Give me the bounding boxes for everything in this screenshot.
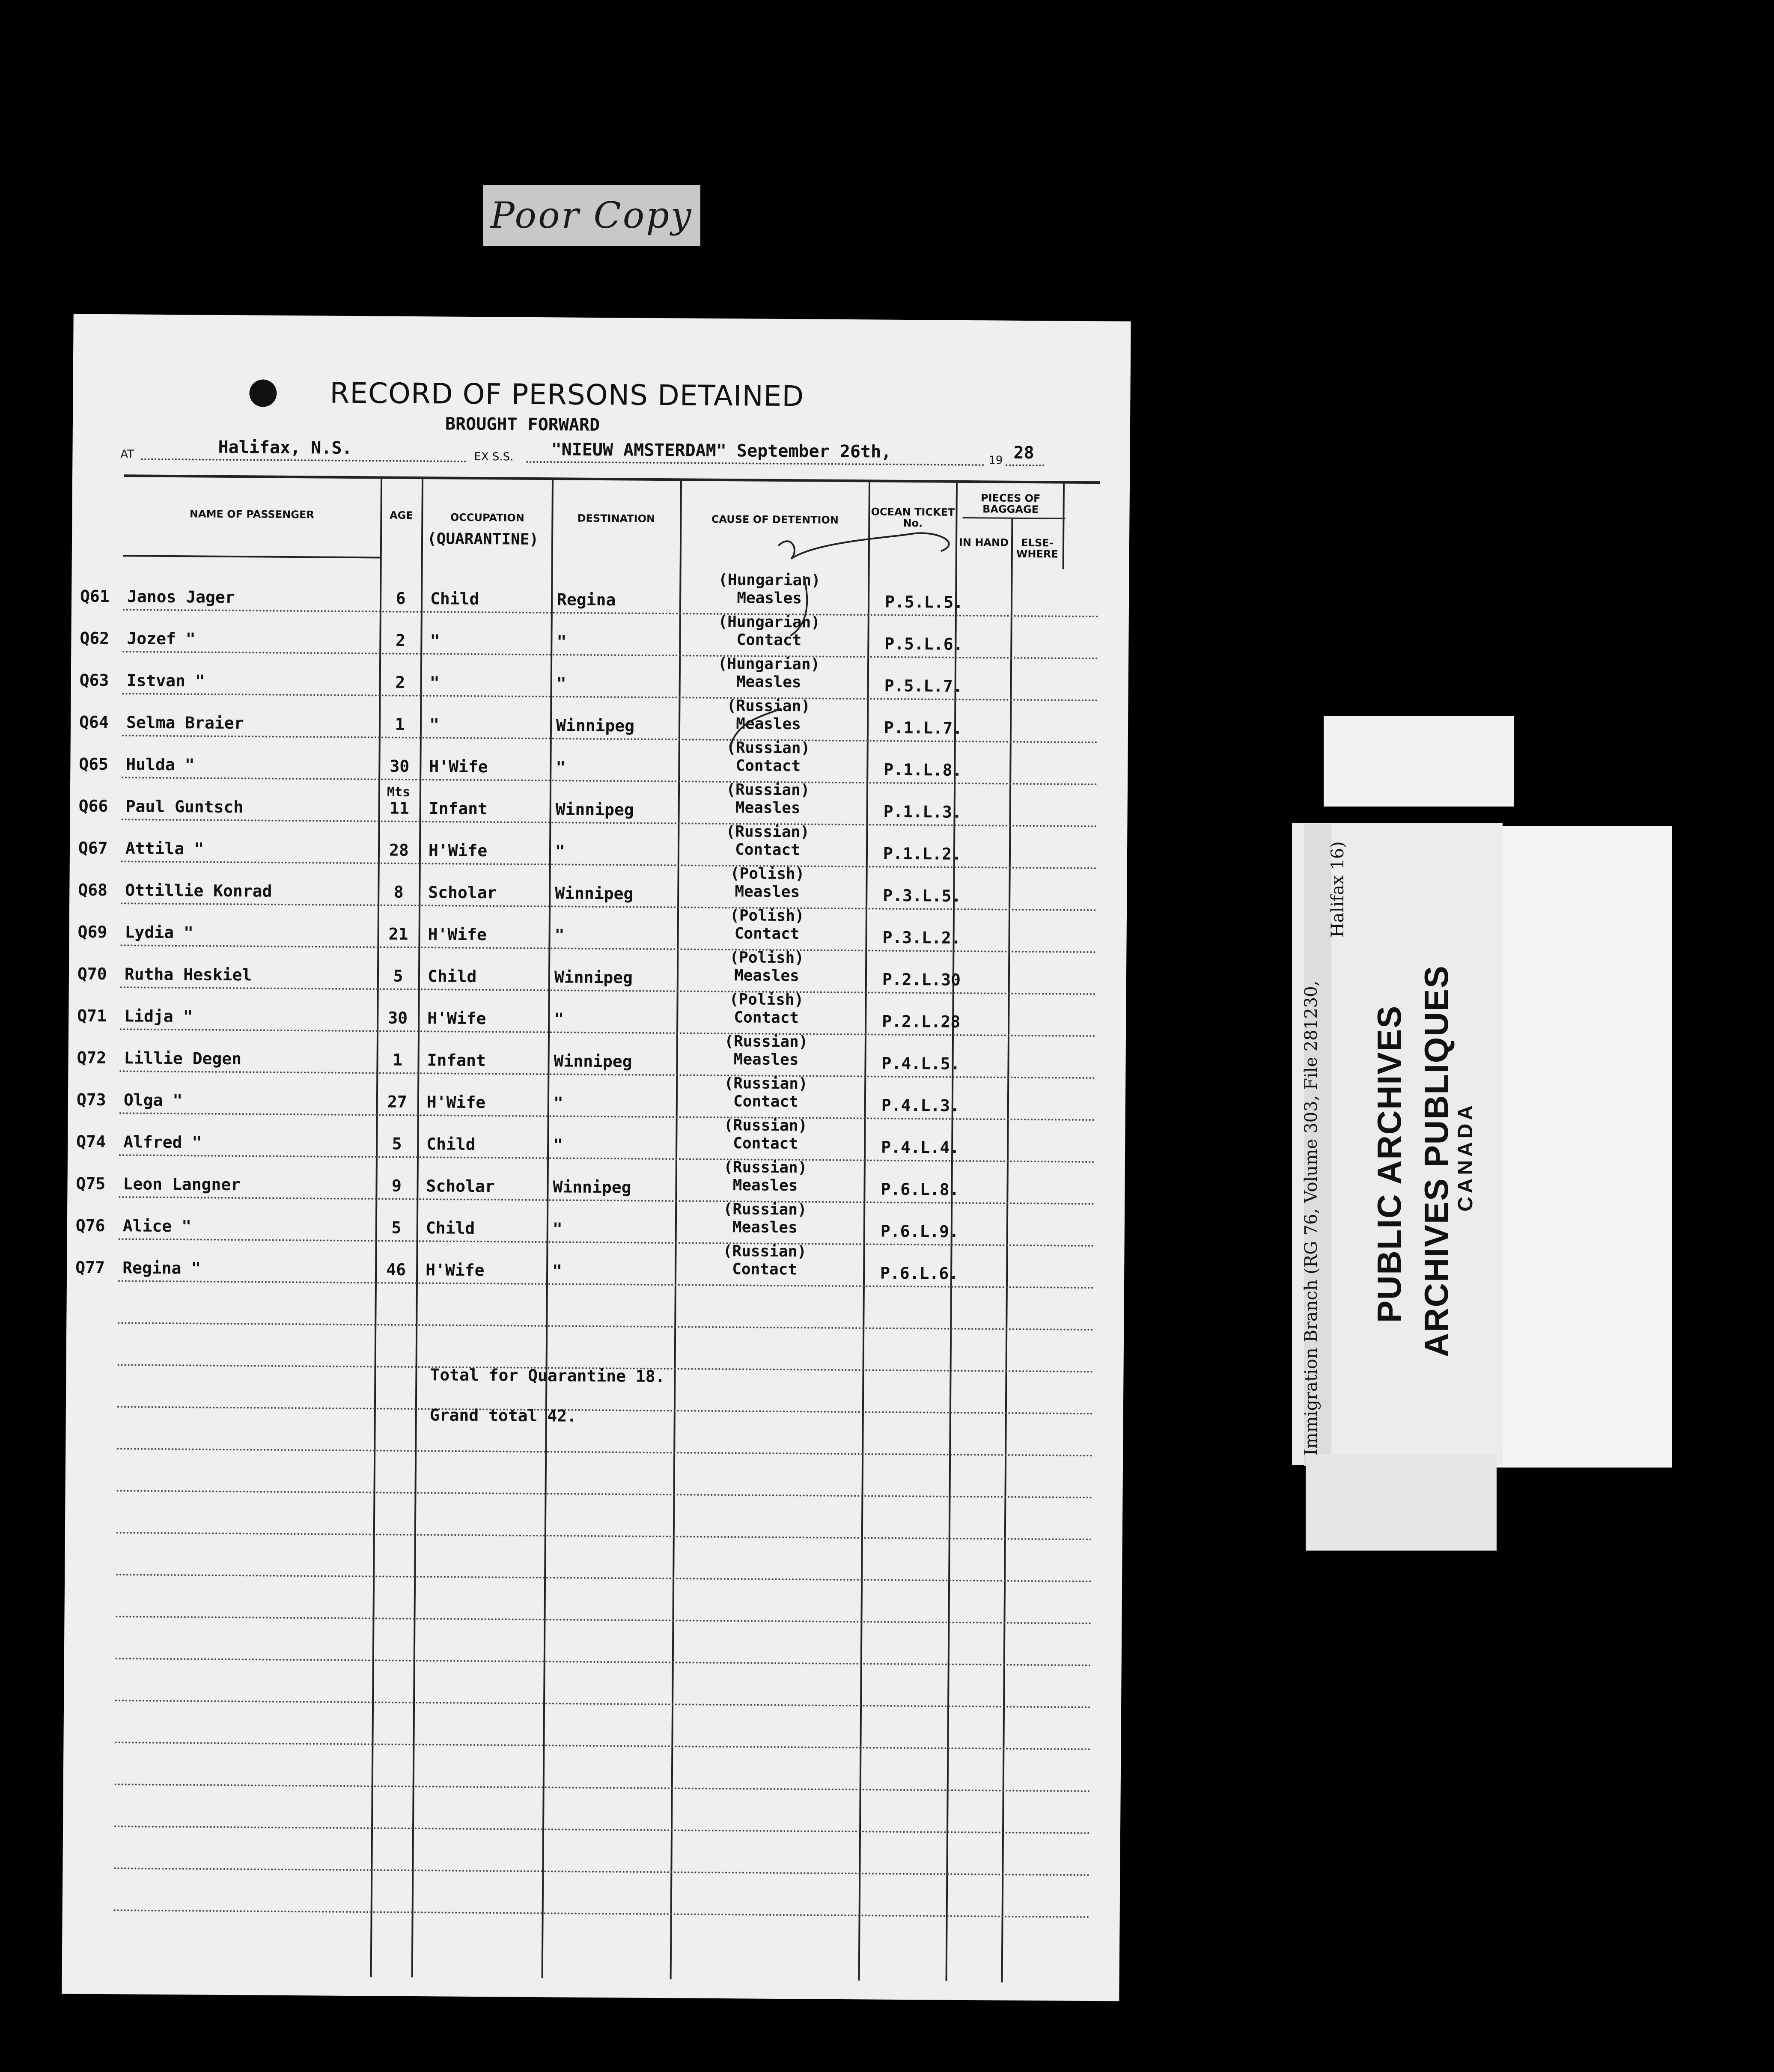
archives-publiques-text: ARCHIVES PUBLIQUES xyxy=(1417,965,1455,1357)
row-no: Q61 xyxy=(80,586,110,606)
row-occupation: Child xyxy=(426,1134,476,1154)
row-age: 5 xyxy=(393,966,403,985)
row-occupation: " xyxy=(429,673,440,692)
row-baggage: P.4.L.4. xyxy=(881,1137,960,1157)
row-occupation: H'Wife xyxy=(427,1009,486,1028)
row-age: 27 xyxy=(387,1092,407,1111)
row-no: Q70 xyxy=(77,964,107,984)
row-name: Rutha Heskiel xyxy=(124,965,252,985)
row-cause: Measles xyxy=(736,673,801,691)
row-name: Janos Jager xyxy=(127,587,235,607)
row-nationality: (Russian) xyxy=(724,1075,808,1093)
row-nationality: (Russian) xyxy=(726,781,810,799)
row-nationality: (Hungarian) xyxy=(717,655,820,673)
row-age: 11 xyxy=(389,798,409,818)
row-destination: " xyxy=(553,1093,563,1113)
at-dotline xyxy=(141,458,466,462)
row-guide xyxy=(117,1448,1093,1456)
row-baggage: P.6.L.6. xyxy=(880,1263,959,1283)
row-age: 5 xyxy=(392,1134,402,1153)
row-guide xyxy=(115,1783,1091,1792)
row-no: Q76 xyxy=(75,1216,105,1235)
row-nationality: (Hungarian) xyxy=(718,571,821,589)
canada-text: CANADA xyxy=(1454,1102,1477,1212)
row-name: Paul Guntsch xyxy=(125,797,244,817)
baggage-split-rule xyxy=(962,517,1065,519)
total-quarantine: Total for Quarantine 18. xyxy=(430,1365,665,1386)
header-cause: CAUSE OF DETENTION xyxy=(711,513,839,526)
row-cause: Contact xyxy=(733,1093,798,1111)
row-age: 46 xyxy=(386,1260,406,1279)
row-nationality: (Polish) xyxy=(729,949,804,967)
row-name: Selma Braier xyxy=(126,713,244,733)
year-dotline xyxy=(1006,464,1044,467)
row-destination: Winnipeg xyxy=(554,1051,632,1071)
header-elsewhere: ELSE-WHERE xyxy=(1016,536,1058,560)
row-name: Attila " xyxy=(125,839,204,858)
row-occupation: Scholar xyxy=(426,1176,495,1196)
row-guide xyxy=(114,1867,1090,1876)
row-age: 9 xyxy=(391,1176,402,1195)
row-nationality: (Hungarian) xyxy=(718,613,821,631)
row-cause: Contact xyxy=(735,757,801,775)
row-destination: " xyxy=(554,926,565,945)
row-cause: Measles xyxy=(735,883,800,901)
row-nationality: (Polish) xyxy=(730,907,804,925)
row-baggage: P.5.L.5. xyxy=(884,592,964,612)
row-age-note: Mts xyxy=(387,784,411,800)
row-nationality: (Russian) xyxy=(723,1242,807,1261)
row-destination: Regina xyxy=(557,590,616,610)
row-no: Q62 xyxy=(80,628,110,648)
row-baggage: P.6.L.8. xyxy=(881,1179,959,1199)
pen-scribble xyxy=(661,524,997,765)
header-age: AGE xyxy=(390,509,413,521)
row-occupation: H'Wife xyxy=(426,1260,485,1280)
row-occupation: " xyxy=(430,631,440,650)
row-guide xyxy=(115,1742,1091,1750)
row-baggage: P.1.L.3. xyxy=(883,802,962,822)
at-value: Halifax, N.S. xyxy=(218,437,352,458)
col-rule xyxy=(1001,518,1013,1983)
public-archives-text: PUBLIC ARCHIVES xyxy=(1370,1005,1408,1323)
row-guide xyxy=(117,1406,1093,1414)
row-baggage: P.5.L.7. xyxy=(884,676,963,696)
header-occupation: OCCUPATION xyxy=(450,511,525,524)
row-guide xyxy=(118,1322,1094,1331)
header-name: NAME OF PASSENGER xyxy=(189,508,315,521)
archive-label-right xyxy=(1491,826,1672,1468)
row-baggage: P.2.L.30 xyxy=(882,970,961,989)
row-baggage: P.4.L.5. xyxy=(881,1054,960,1073)
detention-record-sheet xyxy=(62,314,1131,2001)
row-destination: " xyxy=(555,842,566,861)
header-destination: DESTINATION xyxy=(577,512,655,525)
archive-branch-text: Immigration Branch (RG 76, Volume 303, File 281230, xyxy=(1301,980,1321,1456)
header-bottom-rule xyxy=(123,555,380,558)
row-cause: Contact xyxy=(732,1260,798,1279)
row-no: Q71 xyxy=(77,1006,107,1026)
header-in-hand: IN HAND xyxy=(958,536,1009,549)
row-nationality: (Russian) xyxy=(723,1158,807,1177)
row-no: Q68 xyxy=(78,880,108,900)
row-occupation: H'Wife xyxy=(429,757,488,777)
row-nationality: (Russian) xyxy=(723,1200,807,1219)
row-baggage: P.3.L.2. xyxy=(882,928,961,947)
stamp-text: Poor Copy xyxy=(490,194,693,236)
row-occupation: Child xyxy=(427,967,477,986)
ship-value: "NIEUW AMSTERDAM" September 26th, xyxy=(551,440,892,462)
row-no: Q63 xyxy=(79,670,109,690)
row-age: 5 xyxy=(391,1218,402,1237)
bullet-dot xyxy=(249,379,277,407)
row-name: Lydia " xyxy=(125,923,193,942)
row-name: Olga " xyxy=(123,1090,183,1110)
header-ticket: OCEAN TICKET No. xyxy=(871,506,955,530)
row-occupation: " xyxy=(429,715,440,734)
row-no: Q66 xyxy=(78,796,108,816)
row-guide xyxy=(117,1490,1093,1498)
row-name: Ottillie Konrad xyxy=(125,881,272,901)
row-cause: Measles xyxy=(737,589,802,607)
row-no: Q72 xyxy=(77,1048,107,1068)
row-baggage: P.1.L.8. xyxy=(884,760,962,780)
form-title: RECORD OF PERSONS DETAINED xyxy=(330,376,804,413)
row-occupation: Infant xyxy=(429,799,488,819)
row-destination: " xyxy=(552,1261,563,1280)
row-age: 1 xyxy=(392,1050,403,1069)
at-label: AT xyxy=(120,448,134,461)
row-baggage: P.6.L.9. xyxy=(880,1221,959,1241)
row-nationality: (Russian) xyxy=(724,1033,808,1051)
row-no: Q77 xyxy=(75,1258,105,1277)
row-destination: " xyxy=(556,758,566,777)
row-nationality: (Russian) xyxy=(726,823,810,841)
row-no: Q75 xyxy=(76,1174,106,1193)
row-name: Istvan " xyxy=(126,671,205,691)
row-age: 30 xyxy=(388,1008,408,1027)
row-guide xyxy=(116,1532,1092,1540)
row-age: 21 xyxy=(388,924,408,944)
row-destination: Winnipeg xyxy=(555,884,634,903)
grand-total: Grand total 42. xyxy=(429,1405,577,1426)
row-name: Jozef " xyxy=(127,629,196,649)
row-baggage: P.1.L.7. xyxy=(884,718,963,738)
row-occupation: Child xyxy=(426,1218,475,1238)
row-guide xyxy=(114,1825,1090,1834)
row-nationality: (Russian) xyxy=(723,1116,808,1135)
row-name: Alfred " xyxy=(123,1132,202,1152)
row-destination: " xyxy=(554,1009,564,1029)
row-age: 28 xyxy=(389,840,409,860)
archive-file-text: Halifax 16) xyxy=(1328,841,1348,938)
row-destination: " xyxy=(553,1135,563,1155)
row-destination: " xyxy=(552,1219,563,1238)
row-no: Q65 xyxy=(79,754,109,774)
row-age: 8 xyxy=(393,882,404,902)
row-guide xyxy=(114,1909,1090,1918)
row-occupation: Child xyxy=(430,589,479,609)
row-no: Q73 xyxy=(76,1090,106,1109)
row-cause: Contact xyxy=(734,925,800,943)
row-baggage: P.4.L.3. xyxy=(881,1096,960,1115)
row-occupation: Infant xyxy=(427,1051,486,1070)
year-label: 19 xyxy=(988,454,1003,467)
quarantine-note: (QUARANTINE) xyxy=(427,530,539,549)
col-rule xyxy=(542,480,554,1978)
row-nationality: (Polish) xyxy=(730,865,805,883)
row-guide xyxy=(115,1700,1091,1708)
row-cause: Contact xyxy=(733,1134,798,1153)
row-guide xyxy=(116,1574,1092,1582)
row-age: 6 xyxy=(396,589,406,608)
row-guide xyxy=(116,1658,1092,1666)
row-nationality: (Russian) xyxy=(726,697,811,715)
year-value: 28 xyxy=(1013,443,1034,463)
row-occupation: Scholar xyxy=(428,883,497,902)
row-name: Leon Langner xyxy=(123,1174,241,1194)
row-age: 2 xyxy=(395,631,406,650)
row-age: 1 xyxy=(395,714,405,734)
row-cause: Measles xyxy=(733,1051,799,1069)
poor-copy-stamp xyxy=(483,185,700,246)
row-occupation: H'Wife xyxy=(428,841,488,860)
row-destination: Winnipeg xyxy=(554,968,633,987)
row-cause: Measles xyxy=(732,1218,798,1237)
row-occupation: H'Wife xyxy=(426,1093,486,1112)
row-no: Q69 xyxy=(77,922,107,942)
row-name: Hulda " xyxy=(126,755,195,774)
row-baggage: P.5.L.6. xyxy=(884,634,963,654)
row-name: Lidja " xyxy=(124,1006,193,1026)
row-no: Q64 xyxy=(79,712,109,732)
row-cause: Measles xyxy=(735,799,801,817)
row-cause: Contact xyxy=(736,631,802,649)
brought-forward: BROUGHT FORWARD xyxy=(445,414,600,435)
ex-ss-label: EX S.S. xyxy=(474,450,514,464)
row-destination: Winnipeg xyxy=(556,716,635,735)
row-cause: Contact xyxy=(735,841,801,859)
row-no: Q74 xyxy=(76,1132,106,1151)
row-cause: Measles xyxy=(736,715,801,733)
row-no: Q67 xyxy=(78,838,108,858)
row-name: Lillie Degen xyxy=(124,1048,242,1069)
header-top-rule xyxy=(124,474,1100,484)
row-baggage: P.1.L.2. xyxy=(883,844,962,863)
row-destination: Winnipeg xyxy=(553,1177,631,1197)
row-destination: " xyxy=(556,674,566,693)
archive-label-bottom xyxy=(1306,1454,1497,1551)
ex-dotline xyxy=(526,461,984,466)
header-baggage: PIECES OF BAGGAGE xyxy=(980,492,1041,516)
row-guide xyxy=(116,1616,1092,1624)
row-destination: Winnipeg xyxy=(555,800,634,819)
row-name: Regina " xyxy=(122,1258,201,1278)
row-name: Alice " xyxy=(122,1216,192,1236)
row-age: 2 xyxy=(395,673,405,692)
row-nationality: (Russian) xyxy=(726,739,810,757)
row-cause: Contact xyxy=(734,1009,799,1027)
row-occupation: H'Wife xyxy=(428,925,487,944)
row-age: 30 xyxy=(390,756,410,776)
row-cause: Measles xyxy=(732,1176,798,1195)
archive-label-flap xyxy=(1324,716,1514,807)
row-nationality: (Polish) xyxy=(729,991,804,1009)
row-destination: " xyxy=(557,632,567,651)
row-baggage: P.2.L.28 xyxy=(882,1012,961,1031)
row-baggage: P.3.L.5. xyxy=(883,886,961,905)
row-cause: Measles xyxy=(734,967,799,985)
